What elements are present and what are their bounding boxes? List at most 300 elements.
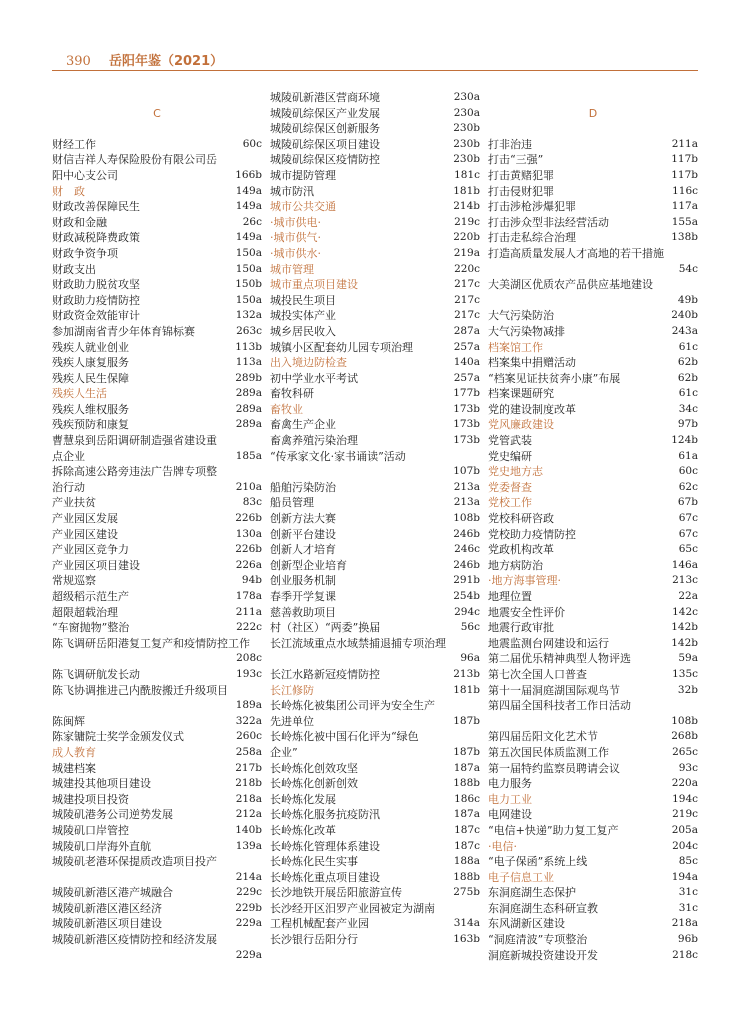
index-entry [52,542,262,558]
entry-term: ·城市供电· [270,215,321,229]
entry-page-ref: 230a [453,106,480,119]
index-entry [488,729,698,745]
entry-page-ref: 61a [678,449,698,462]
entry-page-ref: 177b [453,387,480,400]
index-entry [488,745,698,761]
entry-page-ref: 150a [235,246,262,259]
index-heading-entry [270,262,480,278]
index-entry [52,948,262,964]
entry-page-ref: 34c [678,402,698,415]
entry-term: 船舶污染防治 [270,480,336,494]
index-entry [270,761,480,777]
index-heading-entry [270,402,480,418]
index-entry [52,667,262,683]
entry-term: 初中学业水平考试 [270,371,358,385]
index-entry [52,839,262,855]
entry-term: 第七次全国人口普查 [488,667,587,681]
entry-term: 创新方法大赛 [270,512,336,526]
index-entry [488,137,698,153]
entry-page-ref: 275b [453,886,480,899]
entry-term: 党风廉政建设 [488,418,554,432]
entry-page-ref: 230b [453,137,480,150]
index-entry [52,152,262,168]
index-entry [270,184,480,200]
entry-term: 财 政 [52,184,85,198]
entry-page-ref: 62b [677,371,698,384]
index-entry [52,885,262,901]
index-entry [488,636,698,652]
entry-term: 打非治违 [488,137,532,151]
entry-term: 创新型企业培育 [270,558,347,572]
index-entry [52,870,262,886]
entry-page-ref: 49b [677,293,698,306]
entry-term: 档案课题研究 [488,387,554,401]
entry-page-ref: 96a [460,652,480,665]
index-entry [270,433,480,449]
index-entry [270,901,480,917]
entry-term: 城陵矶口岸海外直航 [52,839,151,853]
entry-term: 财信吉祥人寿保险股份有限公司岳 [52,153,217,167]
entry-page-ref: 220c [454,262,480,275]
entry-page-ref: 61c [678,387,698,400]
entry-term: 党校助力疫情防控 [488,527,576,541]
index-entry [52,371,262,387]
index-entry [270,714,480,730]
index-entry [488,355,698,371]
index-entry [270,932,480,948]
entry-page-ref: 187b [453,714,480,727]
index-heading-entry [488,340,698,356]
section-letter [52,106,262,122]
index-entry [270,511,480,527]
index-entry [270,417,480,433]
index-entry [488,916,698,932]
index-entry [52,215,262,231]
entry-page-ref: 85c [678,855,698,868]
index-entry [270,916,480,932]
entry-term: “电子保函”系统上线 [488,855,588,869]
entry-term: 档案馆工作 [488,340,543,354]
entry-term: 残疾预防和康复 [52,418,129,432]
index-heading-entry [52,386,262,402]
entry-page-ref: 173b [453,434,480,447]
index-heading-entry [488,464,698,480]
entry-page-ref: 56c [460,621,480,634]
header-rule [52,70,698,71]
entry-term: 第二届优乐精神典型人物评选 [488,652,631,666]
index-entry [270,542,480,558]
entry-page-ref: 214a [235,870,262,883]
entry-term: 长沙地铁开展岳阳旅游宣传 [270,886,402,900]
entry-page-ref: 226b [235,543,262,556]
entry-term: 产业扶贫 [52,496,96,510]
index-entry [270,495,480,511]
entry-term: 村（社区）“两委”换届 [270,621,381,635]
entry-term: 城陵矶综保区产业发展 [270,106,380,120]
entry-page-ref: 135c [672,667,698,680]
index-entry [270,667,480,683]
index-entry [52,355,262,371]
section-letter [488,106,698,122]
entry-page-ref: 26c [242,215,262,228]
entry-term: 常规巡察 [52,574,96,588]
entry-page-ref: 61c [678,340,698,353]
entry-term: 大气污染防治 [488,309,554,323]
index-entry [488,215,698,231]
index-heading-entry [270,215,480,231]
entry-term: 超级稻示范生产 [52,590,129,603]
index-entry [270,698,480,714]
index-entry [270,480,480,496]
index-entry [488,527,698,543]
entry-page-ref: 211a [235,605,262,618]
index-column-left [52,90,262,963]
entry-term: 东风湖新区建设 [488,917,565,931]
index-entry [52,324,262,340]
entry-term: 城陵矶口岸管控 [52,823,129,837]
entry-page-ref: 263c [236,324,262,337]
entry-page-ref: 166b [235,168,262,181]
entry-page-ref: 204c [672,839,698,852]
entry-page-ref: 194a [671,870,698,883]
index-entry [52,636,262,652]
entry-page-ref: 260c [236,730,262,743]
entry-term: “电信+快递”助力复工复产 [488,823,619,837]
index-entry [488,168,698,184]
index-entry [270,340,480,356]
index-entry [52,246,262,262]
entry-term: 打击走私综合治理 [488,231,576,245]
index-entry [488,293,698,309]
index-entry [488,761,698,777]
entry-page-ref: 291b [453,574,480,587]
index-entry [488,932,698,948]
index-entry [270,620,480,636]
entry-term: 畜禽养殖污染治理 [270,434,358,448]
index-entry [52,417,262,433]
entry-page-ref: 218c [672,948,698,961]
entry-term: 产业园区建设 [52,527,118,541]
index-entry [488,308,698,324]
entry-page-ref: 289a [235,387,262,400]
entry-page-ref: 246c [454,543,480,556]
entry-page-ref: 173b [453,402,480,415]
index-entry [270,807,480,823]
index-entry [488,776,698,792]
entry-page-ref: 230b [453,122,480,135]
entry-page-ref: 31c [678,886,698,899]
entry-page-ref: 142c [672,605,698,618]
entry-term: 第五次国民体质监测工作 [488,745,609,759]
entry-page-ref: 139a [235,839,262,852]
entry-term: 陈飞调研岳阳港复工复产和疫情防控工作 [52,636,250,650]
entry-term: 城市公共交通 [270,200,336,214]
entry-term: 残疾人就业创业 [52,340,129,354]
entry-term: 长江修防 [270,683,314,697]
index-entry [52,714,262,730]
entry-term: 财政减税降费政策 [52,231,140,245]
index-entry [270,137,480,153]
index-entry [52,776,262,792]
index-entry [488,262,698,278]
entry-term: “档案见证扶贫奔小康”布展 [488,371,621,385]
entry-page-ref: 54c [678,262,698,275]
index-entry [270,651,480,667]
index-entry [52,449,262,465]
index-entry [270,589,480,605]
entry-page-ref: 289b [235,371,262,384]
index-entry [488,511,698,527]
index-heading-entry [488,480,698,496]
entry-term: 大气污染物减排 [488,324,565,338]
entry-page-ref: 150b [235,278,262,291]
entry-term: 创业服务机制 [270,574,336,588]
index-heading-entry [270,230,480,246]
entry-page-ref: 218a [671,917,698,930]
index-entry [52,558,262,574]
entry-page-ref: 212a [235,808,262,821]
entry-page-ref: 130a [235,527,262,540]
index-entry [488,230,698,246]
entry-term: 党的建设制度改革 [488,402,576,416]
entry-term: 长沙银行岳阳分行 [270,933,358,947]
entry-term: 东洞庭湖生态科研宣教 [488,901,598,915]
entry-page-ref: 217b [235,761,262,774]
entry-page-ref: 229a [235,948,262,961]
index-entry [270,823,480,839]
index-entry [52,495,262,511]
index-entry [488,402,698,418]
entry-term: 城乡居民收入 [270,324,336,338]
index-entry [270,152,480,168]
entry-page-ref: 96b [677,933,698,946]
index-entry [270,745,480,761]
index-entry [52,573,262,589]
entry-page-ref: 213a [453,480,480,493]
entry-term: 产业园区发展 [52,512,118,526]
entry-page-ref: 268b [671,730,698,743]
index-column-middle [270,90,480,948]
index-entry [270,839,480,855]
entry-term: 地震行政审批 [488,621,554,635]
entry-term: 畜禽生产企业 [270,418,336,432]
entry-page-ref: 217c [454,309,480,322]
letter-heading: D [588,106,598,120]
entry-term: 财经工作 [52,137,96,151]
index-entry [488,589,698,605]
entry-page-ref: 188b [453,777,480,790]
entry-page-ref: 67b [677,496,698,509]
entry-term: 打击“三强” [488,153,544,167]
index-entry [52,620,262,636]
entry-term: 长江流域重点水域禁捕退捕专项治理 [270,636,446,650]
entry-page-ref: 187c [454,839,480,852]
entry-term: 曹慧泉到岳阳调研制造强省建设重 [52,434,217,448]
index-entry [52,464,262,480]
entry-page-ref: 243a [671,324,698,337]
spacer [52,121,262,137]
entry-page-ref: 229c [236,886,262,899]
entry-page-ref: 226b [235,512,262,525]
entry-term: 第四届全国科技者工作日活动 [488,699,631,713]
entry-term: 城市管理 [270,262,314,276]
entry-page-ref: 257a [453,371,480,384]
index-entry [270,792,480,808]
entry-page-ref: 258a [235,745,262,758]
index-heading-entry [270,355,480,371]
entry-page-ref: 67c [678,527,698,540]
index-entry [270,324,480,340]
entry-term: 城市提防管理 [270,168,336,182]
entry-term: 长岭炼化重点项目建设 [270,870,380,884]
index-entry [488,433,698,449]
index-entry [52,823,262,839]
entry-page-ref: 181c [454,168,480,181]
index-entry [52,901,262,917]
entry-term: 企业” [270,745,298,759]
entry-page-ref: 229b [235,901,262,914]
page-number: 390 [66,54,91,69]
index-entry [52,433,262,449]
entry-page-ref: 219a [453,246,480,259]
entry-term: 慈善救助项目 [270,605,336,619]
index-heading-entry [488,573,698,589]
entry-page-ref: 163b [453,933,480,946]
entry-term: 先进单位 [270,714,314,728]
index-entry [270,106,480,122]
entry-page-ref: 146a [671,558,698,571]
entry-term: 城陵矶综保区疫情防控 [270,153,380,167]
entry-page-ref: 113a [235,356,262,369]
entry-page-ref: 132a [235,309,262,322]
index-column-right [488,90,698,963]
entry-page-ref: 97b [677,418,698,431]
entry-page-ref: 107b [453,465,480,478]
entry-page-ref: 222c [236,621,262,634]
index-heading-entry [270,277,480,293]
spacer [488,121,698,137]
index-entry [52,277,262,293]
entry-term: 创新人才培育 [270,543,336,557]
index-entry [270,558,480,574]
entry-term: 打击黄赌犯罪 [488,168,554,182]
entry-page-ref: 289a [235,402,262,415]
entry-term: 城建投其他项目建设 [52,777,151,791]
entry-term: 打击侵财犯罪 [488,184,554,198]
index-entry [488,371,698,387]
entry-term: 财政支出 [52,262,96,276]
entry-term: 第十一届洞庭湖国际观鸟节 [488,683,620,697]
entry-term: 财政和金融 [52,215,107,229]
entry-page-ref: 94b [241,574,262,587]
index-entry [488,620,698,636]
index-heading-entry [270,683,480,699]
entry-page-ref: 229a [235,917,262,930]
entry-term: 点企业 [52,449,85,463]
entry-term: 打造高质量发展人才高地的若干措施 [488,246,664,260]
entry-term: 城陵矶新港区疫情防控和经济发展 [52,933,217,947]
entry-term: 治行动 [52,480,85,494]
entry-term: 残疾人康复服务 [52,356,129,370]
index-entry [488,152,698,168]
index-entry [488,823,698,839]
entry-page-ref: 60c [678,465,698,478]
entry-term: 东洞庭湖生态保护 [488,886,576,900]
entry-page-ref: 254b [453,590,480,602]
index-entry [270,870,480,886]
entry-term: 电网建设 [488,808,532,822]
entry-page-ref: 113b [235,340,262,353]
entry-term: 陈闽辉 [52,714,85,728]
entry-page-ref: 142b [671,621,698,634]
entry-page-ref: 217c [454,278,480,291]
entry-term: 陈飞调研航发长动 [52,667,140,681]
entry-term: 财政争资争项 [52,246,118,260]
entry-page-ref: 205a [671,823,698,836]
entry-term: 长岭炼化民生实事 [270,855,358,869]
index-entry [488,605,698,621]
entry-term: 城陵矶新港区港产城融合 [52,886,173,900]
entry-page-ref: 22a [678,590,698,602]
entry-term: 产业园区竞争力 [52,543,129,557]
entry-term: 长岭炼化管理体系建设 [270,839,380,853]
entry-term: 城陵矶新港区营商环境 [270,91,380,104]
entry-term: 电力工业 [488,792,532,806]
entry-term: 春季开学复课 [270,590,336,603]
entry-page-ref: 60c [242,137,262,150]
index-entry [270,90,480,106]
index-entry [488,324,698,340]
index-entry [52,589,262,605]
index-entry [488,885,698,901]
running-title: 岳阳年鉴（2021） [108,54,224,69]
entry-term: 城投民生项目 [270,293,336,307]
entry-page-ref: 188b [453,870,480,883]
entry-term: 阳中心支公司 [52,168,118,182]
entry-page-ref: 140b [235,823,262,836]
entry-term: 地震安全性评价 [488,605,565,619]
entry-page-ref: 149a [235,184,262,197]
entry-term: 畜牧业 [270,402,303,416]
entry-page-ref: 218b [235,777,262,790]
entry-term: 长岭炼化被中国石化评为“绿色 [270,730,419,744]
index-entry [488,246,698,262]
index-entry [52,480,262,496]
entry-term: 地方病防治 [488,558,543,572]
index-entry [488,386,698,402]
entry-term: 城陵矶综保区项目建设 [270,137,380,151]
entry-page-ref: 31c [678,901,698,914]
entry-page-ref: 246b [453,558,480,571]
entry-term: 产业园区项目建设 [52,558,140,572]
entry-term: 陈飞协调推进己内酰胺搬迁升级项目 [52,683,228,697]
entry-term: 超限超载治理 [52,605,118,619]
index-entry [270,168,480,184]
index-heading-entry [488,839,698,855]
entry-page-ref: 240b [671,309,698,322]
entry-term: 长沙经开区汨罗产业园被定为湖南 [270,901,435,915]
entry-term: 党管武装 [488,434,532,448]
index-heading-entry [270,246,480,262]
entry-page-ref: 294c [454,605,480,618]
index-entry [488,683,698,699]
entry-term: 第四届岳阳文化艺术节 [488,730,598,744]
entry-term: 长岭炼化改革 [270,823,336,837]
entry-page-ref: 32b [677,683,698,696]
entry-page-ref: 211a [671,137,698,150]
index-entry [270,885,480,901]
entry-page-ref: 116c [672,184,698,197]
